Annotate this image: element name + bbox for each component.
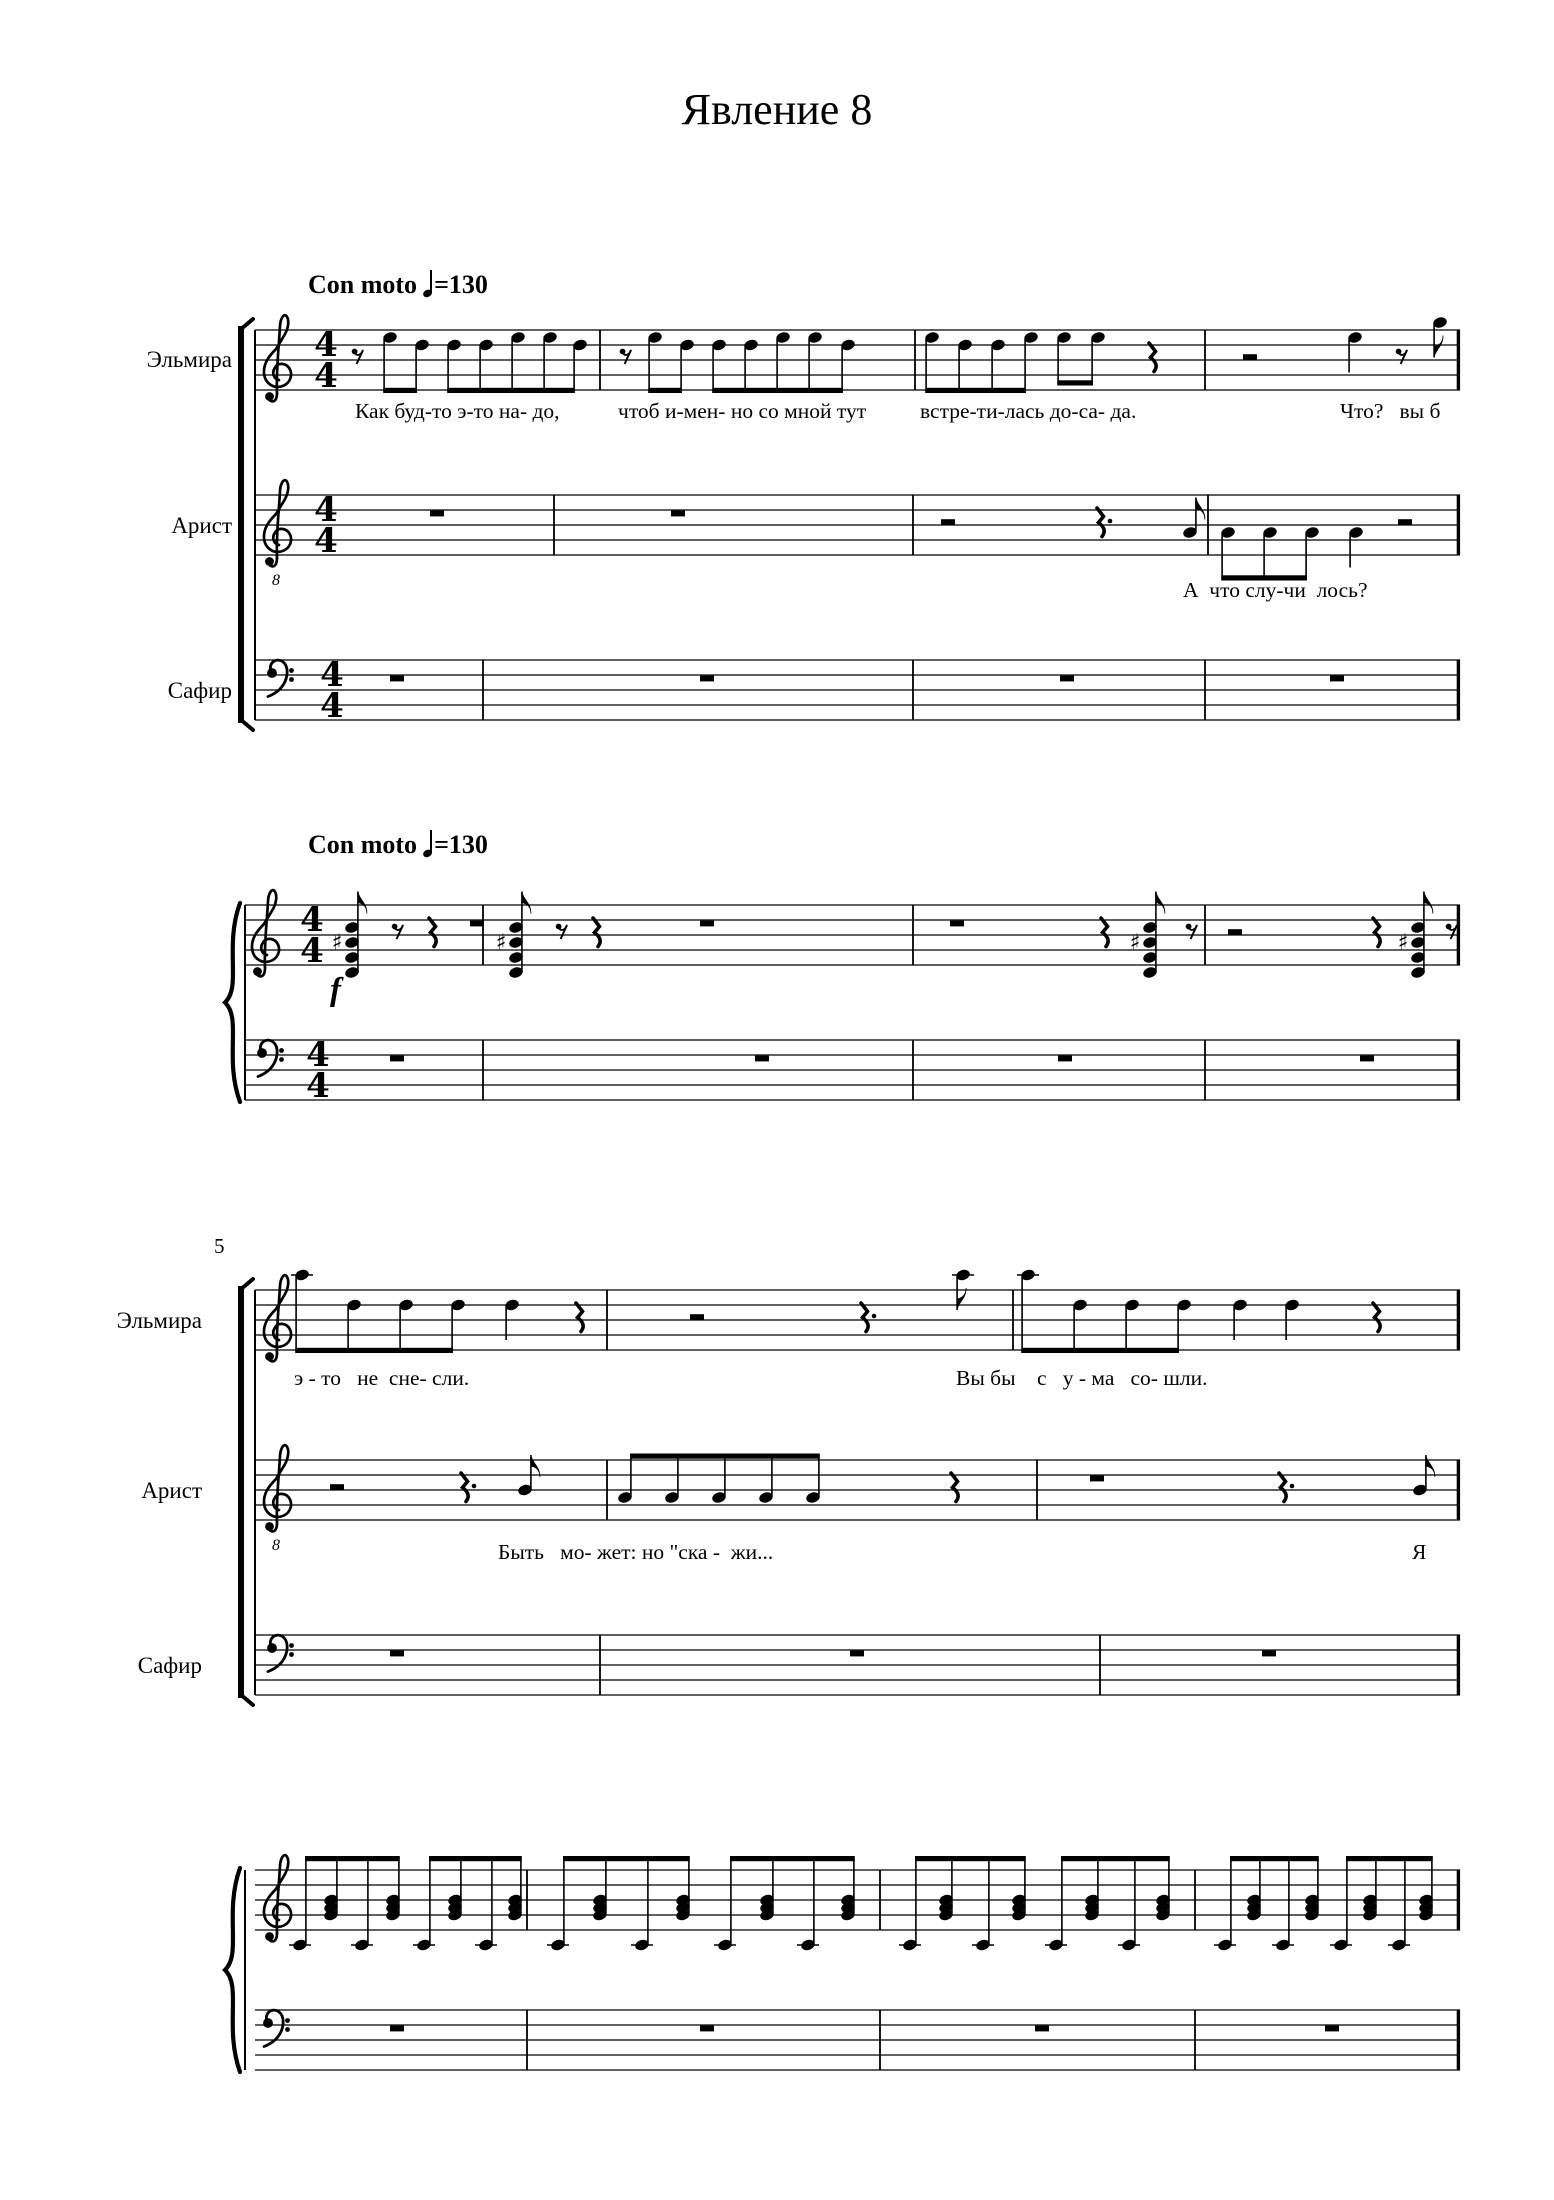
part-label-elmira-2: Эльмира [116,1308,202,1333]
part-label-safir-1: Сафир [167,678,232,703]
part-label-arist-1: Арист [171,513,232,538]
lyric-elmira-m5: э - то не сне- сли. [294,1366,470,1390]
quarter-note-icon [423,830,432,856]
svg-text:4: 4 [314,521,338,561]
lyric-elmira-m1: Как буд-то э-то на- до, [355,399,560,423]
measure-number: 5 [214,1234,225,1258]
svg-text:♯: ♯ [495,930,507,956]
tempo-text: Con moto [308,830,418,859]
svg-text:4: 4 [306,1066,330,1106]
dynamic-f: f [330,972,341,1008]
svg-text:♯: ♯ [331,930,343,956]
tempo-marking-vocal [308,270,488,300]
lyric-elmira-m2: чтоб и-мен- но со мной тут [618,399,867,423]
tempo-text: Con moto [308,270,418,299]
page-title: Явление 8 [681,85,873,134]
lyric-elmira-m3: встре-ти-лась до-са- да. [920,399,1137,423]
svg-text:4: 4 [320,655,344,695]
svg-text:8: 8 [272,572,280,589]
part-label-elmira-1: Эльмира [146,347,232,372]
svg-text:4: 4 [320,686,344,726]
lyric-arist-m3: А что слу-чи лось? [1183,578,1368,602]
lyric-elmira-m7: Вы бы с у - ма со- шли. [956,1366,1208,1390]
svg-text:4: 4 [300,931,324,971]
part-label-arist-2: Арист [141,1478,202,1503]
lyric-arist-m5: Быть мо- жет: но "ска - жи... [498,1540,774,1564]
svg-text:4: 4 [306,1035,330,1075]
tempo-bpm: =130 [434,830,488,859]
svg-text:4: 4 [314,325,338,365]
svg-text:4: 4 [314,356,338,396]
quarter-note-icon [423,270,432,296]
part-label-safir-2: Сафир [137,1653,202,1678]
svg-text:4: 4 [300,900,324,940]
svg-text:♯: ♯ [1397,930,1409,956]
tempo-bpm: =130 [434,270,488,299]
lyric-arist-m7: Я [1412,1540,1427,1564]
lyric-elmira-m4: Что? вы б [1340,399,1441,423]
svg-text:4: 4 [314,490,338,530]
svg-text:♯: ♯ [1129,930,1141,956]
tempo-marking-piano [308,830,488,860]
svg-text:8: 8 [272,1537,280,1554]
